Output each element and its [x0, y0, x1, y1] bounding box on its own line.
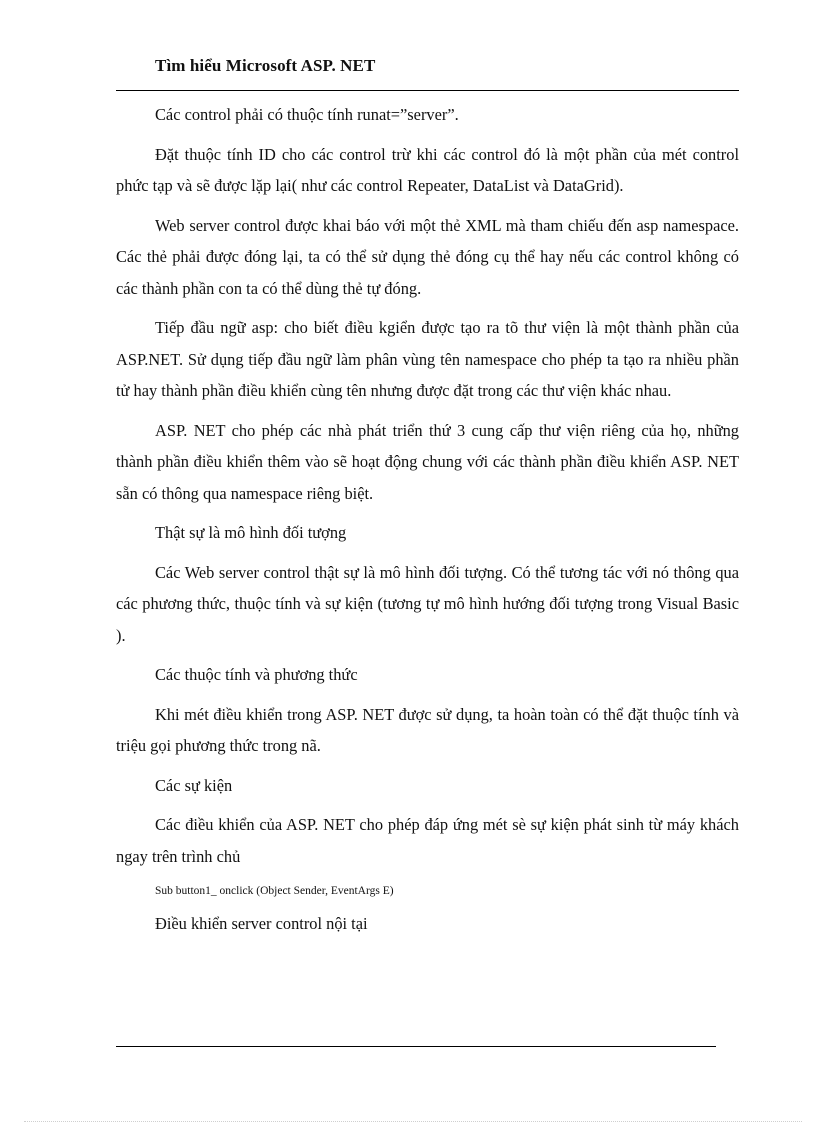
header-divider [116, 90, 739, 91]
paragraph: Các điều khiển của ASP. NET cho phép đáp ứng mét sè sự kiện phát sinh từ máy khách ngay trên trình chủ [116, 815, 739, 866]
paragraph: Tiếp đầu ngữ asp: cho biết điều kgiển được tạo ra tõ thư viện là một thành phần của ASP.NET. Sử dụng tiếp đầu ngữ làm phân vùng tên namespace cho phép ta tạo ra nhiều phần tử hay thành phần điều khiển cùng tên nhưng được đặt trong các thư viện khác nhau. [116, 318, 739, 400]
footer-divider [116, 1046, 716, 1047]
paragraph: Các Web server control thật sự là mô hình đối tượng. Có thể tương tác với nó thông qua các phương thức, thuộc tính và sự kiện (tương tự mô hình hướng đối tượng trong Visual Basic ). [116, 562, 739, 645]
section-heading: Điều khiển server control nội tại [155, 914, 368, 933]
section-heading: Các sự kiện [155, 775, 233, 795]
paragraph: ASP. NET cho phép các nhà phát triển thứ 3 cung cấp thư viện riêng của họ, những thành phần điều khiển thêm vào sẽ hoạt động chung với các thành phần điều khiển ASP. NET sẵn có thông qua namespace riêng biệt. [116, 420, 739, 503]
paragraph: Web server control được khai báo với một thẻ XML mà tham chiếu đến asp namespace. Các thẻ phải được đóng lại, ta có thể sử dụng thẻ đóng cụ thể hay nếu các control không có các thành phần con ta có thể dùng thẻ tự đóng. [116, 215, 739, 298]
paragraph: Các control phải có thuộc tính runat=”server”. [155, 105, 459, 124]
section-heading: Thật sự là mô hình đối tượng [155, 523, 347, 542]
document-body [116, 99, 739, 948]
code-line: Sub button1_ onclick (Object Sender, EventArgs E) [155, 885, 394, 897]
page-edge [24, 1121, 802, 1122]
section-heading: Các thuộc tính và phương thức [155, 665, 358, 684]
paragraph: Khi mét điều khiển trong ASP. NET được sử dụng, ta hoàn toàn có thể đặt thuộc tính và triệu gọi phương thức trong nã. [116, 704, 739, 755]
header-title: Tìm hiểu Microsoft ASP. NET [155, 56, 376, 75]
paragraph: Đặt thuộc tính ID cho các control trừ khi các control đó là một phần của mét control phức tạp và sẽ được lặp lại( như các control Repeater, DataList và DataGrid). [116, 144, 739, 195]
